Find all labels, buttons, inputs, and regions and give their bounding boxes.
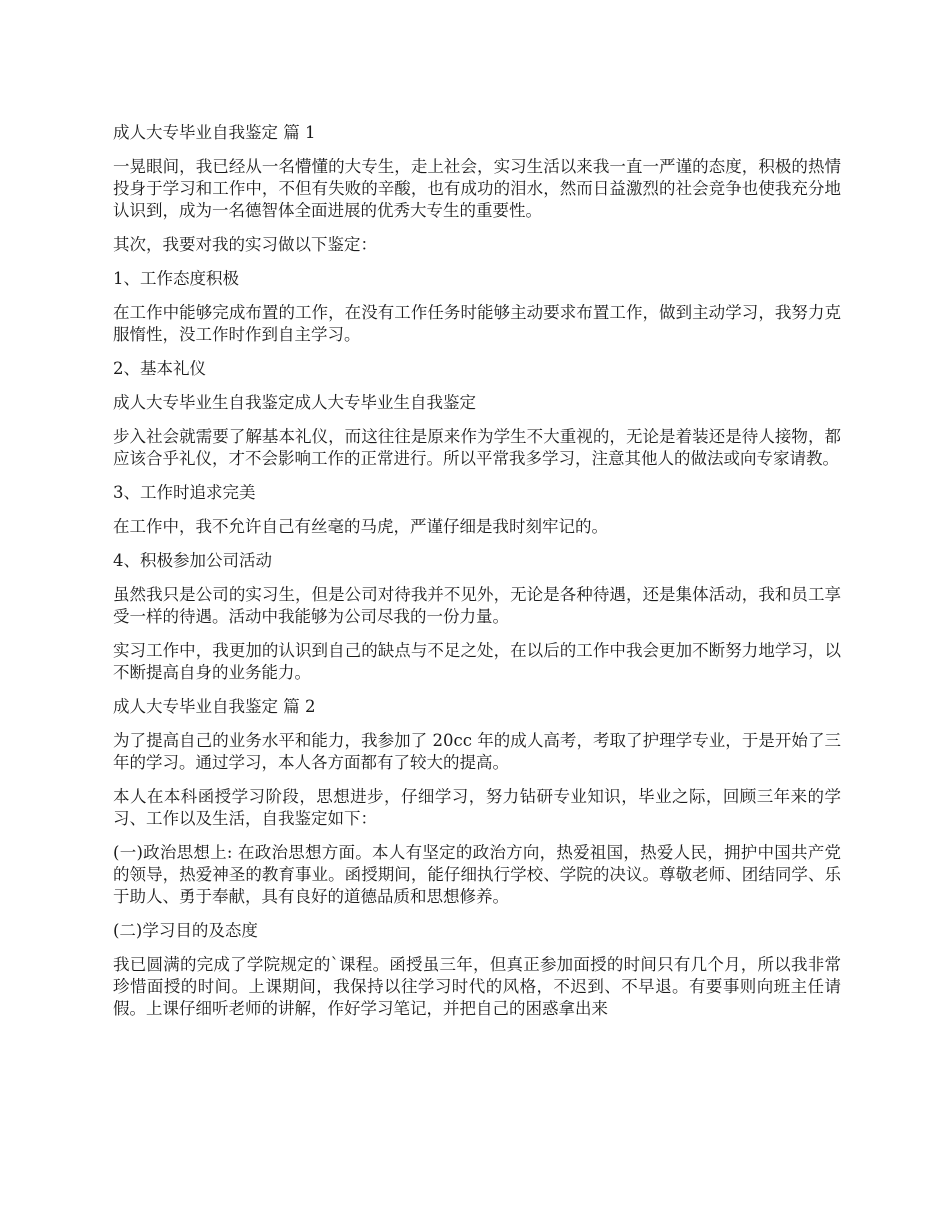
item-heading: (二)学习目的及态度 [113,921,258,940]
paragraph: 成人大专毕业生自我鉴定成人大专毕业生自我鉴定 [113,393,476,412]
section-heading: 成人大专毕业自我鉴定 篇 1 [113,123,316,142]
paragraph: 为了提高自己的业务水平和能力，我参加了 20cc 年的成人高考，考取了护理学专业，于是开始了三年的学习。通过学习，本人各方面都有了较大的提高。 [113,731,841,772]
item-heading: 2、基本礼仪 [113,359,206,378]
paragraph: 虽然我只是公司的实习生，但是公司对待我并不见外，无论是各种待遇，还是集体活动，我和员工享受一样的待遇。活动中我能够为公司尽我的一份力量。 [113,585,841,626]
item-heading: 4、积极参加公司活动 [113,551,272,570]
paragraph: 本人在本科函授学习阶段，思想进步，仔细学习，努力钻研专业知识，毕业之际，回顾三年来的学习、工作以及生活，自我鉴定如下： [113,787,841,828]
paragraph: 在工作中能够完成布置的工作，在没有工作任务时能够主动要求布置工作，做到主动学习，我努力克服惰性，没工作时作到自主学习。 [113,303,841,344]
document-page [113,122,841,1032]
paragraph: 一晃眼间，我已经从一名懵懂的大专生，走上社会，实习生活以来我一直一严谨的态度，积极的热情投身于学习和工作中，不但有失败的辛酸，也有成功的泪水，然而日益激烈的社会竞争也使我充分地认识到，成为一名德智体全面进展的优秀大专生的重要性。 [113,157,841,220]
section-heading: 成人大专毕业自我鉴定 篇 2 [113,697,316,716]
item-heading: 3、工作时追求完美 [113,483,256,502]
paragraph: 在工作中，我不允许自己有丝毫的马虎，严谨仔细是我时刻牢记的。 [113,517,608,536]
item-heading: 1、工作态度积极 [113,269,239,288]
paragraph: 我已圆满的完成了学院规定的`课程。函授虽三年，但真正参加面授的时间只有几个月，所以我非常珍惜面授的时间。上课期间，我保持以往学习时代的风格，不迟到、不早退。有要事则向班主任请假。上课仔细听老师的讲解，作好学习笔记，并把自己的困惑拿出来 [113,955,841,1018]
paragraph: 实习工作中，我更加的认识到自己的缺点与不足之处，在以后的工作中我会更加不断努力地学习，以不断提高自身的业务能力。 [113,641,841,682]
paragraph: 步入社会就需要了解基本礼仪，而这往往是原来作为学生不大重视的，无论是着装还是待人接物，都应该合乎礼仪，才不会影响工作的正常进行。所以平常我多学习，注意其他人的做法或向专家请教。 [113,427,841,468]
paragraph: (一)政治思想上: 在政治思想方面。本人有坚定的政治方向，热爱祖国，热爱人民，拥护中国共产党的领导，热爱神圣的教育事业。函授期间，能仔细执行学校、学院的决议。尊敬老师、团结同学、乐于助人、勇于奉献，具有良好的道德品质和思想修养。 [113,843,841,906]
paragraph: 其次，我要对我的实习做以下鉴定： [113,235,377,254]
